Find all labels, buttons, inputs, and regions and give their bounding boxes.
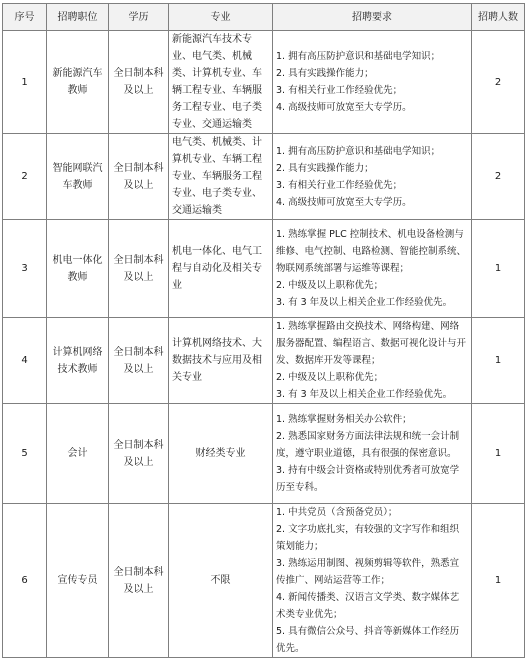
row-requirements: [273, 31, 472, 134]
row-index: 2: [3, 134, 47, 220]
header-row: [3, 4, 525, 31]
header-major: 专业: [169, 4, 273, 31]
row-position: 计算机网络技术教师: [47, 318, 109, 404]
table-row: [3, 134, 525, 220]
row-major: 新能源汽车技术专业、电气类、机械类、计算机专业、车辆工程专业、车辆服务工程专业、电子类专业、交通运输类: [169, 31, 273, 134]
requirement-line: 2. 熟悉国家财务方面法律法规和统一会计制度，遵守职业道德，具有很强的保密意识。: [276, 431, 460, 459]
table-row: [3, 318, 525, 404]
row-major: 机电一体化、电气工程与自动化及相关专业: [169, 220, 273, 318]
row-position: 智能网联汽车教师: [47, 134, 109, 220]
requirement-line: 1. 拥有高压防护意识和基础电学知识；: [276, 145, 441, 157]
row-education: 全日制本科及以上: [109, 318, 169, 404]
row-index: 1: [3, 31, 47, 134]
requirement-line: 3. 有 3 年及以上相关企业工作经验优先。: [276, 389, 453, 400]
requirement-line: 4. 高级技师可放宽至大专学历。: [276, 102, 412, 113]
row-requirements: [273, 134, 472, 220]
table-row: [3, 31, 525, 134]
requirement-line: 2. 中级及以上职称优先；: [276, 280, 384, 291]
row-position: 机电一体化教师: [47, 220, 109, 318]
row-major: 计算机网络技术、大数据技术与应用及相关专业: [169, 318, 273, 404]
row-count: 1: [472, 404, 525, 504]
requirement-line: 1. 熟练掌握路由交换技术、网络构建、网络服务器配置、编程语言、数据可视化设计与开发、数据库开发等课程；: [276, 321, 467, 366]
table-row: [3, 504, 525, 658]
requirement-line: 1. 中共党员（含预备党员）；: [276, 507, 398, 518]
row-count: 2: [472, 31, 525, 134]
row-requirements: [273, 318, 472, 404]
requirement-line: 3. 有相关行业工作经验优先；: [276, 179, 403, 191]
row-education: 全日制本科及以上: [109, 134, 169, 220]
row-requirements: [273, 220, 472, 318]
requirement-line: 4. 新闻传播类、汉语言文学类、数字媒体艺术类专业优先；: [276, 592, 460, 620]
table-row: [3, 404, 525, 504]
requirement-line: 1. 熟练掌握财务相关办公软件；: [276, 414, 412, 425]
requirement-line: 3. 有 3 年及以上相关企业工作经验优先。: [276, 297, 453, 308]
header-education: 学历: [109, 4, 169, 31]
row-education: 全日制本科及以上: [109, 504, 169, 658]
row-requirements: [273, 404, 472, 504]
row-index: 6: [3, 504, 47, 658]
row-major: 电气类、机械类、计算机专业、车辆工程专业、车辆服务工程专业、电子类专业、交通运输类: [169, 134, 273, 220]
table-row: [3, 220, 525, 318]
row-count: 1: [472, 504, 525, 658]
requirement-line: 2. 具有实践操作能力；: [276, 68, 374, 79]
requirement-line: 2. 具有实践操作能力；: [276, 162, 374, 174]
row-position: 宣传专员: [47, 504, 109, 658]
row-count: 2: [472, 134, 525, 220]
row-index: 5: [3, 404, 47, 504]
row-position: 新能源汽车教师: [47, 31, 109, 134]
row-count: 1: [472, 318, 525, 404]
row-major: 财经类专业: [169, 404, 273, 504]
row-requirements: [273, 504, 472, 658]
row-index: 3: [3, 220, 47, 318]
requirement-line: 4. 高级技师可放宽至大专学历。: [276, 196, 412, 208]
header-requirements: 招聘要求: [273, 4, 472, 31]
row-major: 不限: [169, 504, 273, 658]
header-count: 招聘人数: [472, 4, 525, 31]
requirement-line: 1. 拥有高压防护意识和基础电学知识；: [276, 51, 441, 62]
requirement-line: 3. 熟练运用制图、视频剪辑等软件，熟悉宣传推广、网站运营等工作；: [276, 558, 460, 586]
row-index: 4: [3, 318, 47, 404]
requirement-line: 2. 中级及以上职称优先；: [276, 372, 384, 383]
requirement-line: 1. 熟练掌握 PLC 控制技术、机电设备检测与维修、电气控制、电路检测、智能控制系统、物联网系统部署与运维等课程；: [276, 229, 467, 274]
requirement-line: 5. 具有微信公众号、抖音等新媒体工作经历优先。: [276, 626, 460, 654]
row-education: 全日制本科及以上: [109, 220, 169, 318]
row-education: 全日制本科及以上: [109, 31, 169, 134]
requirement-line: 2. 文字功底扎实，有较强的文字写作和组织策划能力；: [276, 524, 460, 552]
row-education: 全日制本科及以上: [109, 404, 169, 504]
requirement-line: 3. 有相关行业工作经验优先；: [276, 85, 403, 96]
row-position: 会计: [47, 404, 109, 504]
header-index: 序号: [3, 4, 47, 31]
requirement-line: 3. 持有中级会计资格或特别优秀者可放宽学历至专科。: [276, 465, 460, 493]
header-position: 招聘职位: [47, 4, 109, 31]
recruitment-table: [2, 3, 525, 658]
row-count: 1: [472, 220, 525, 318]
